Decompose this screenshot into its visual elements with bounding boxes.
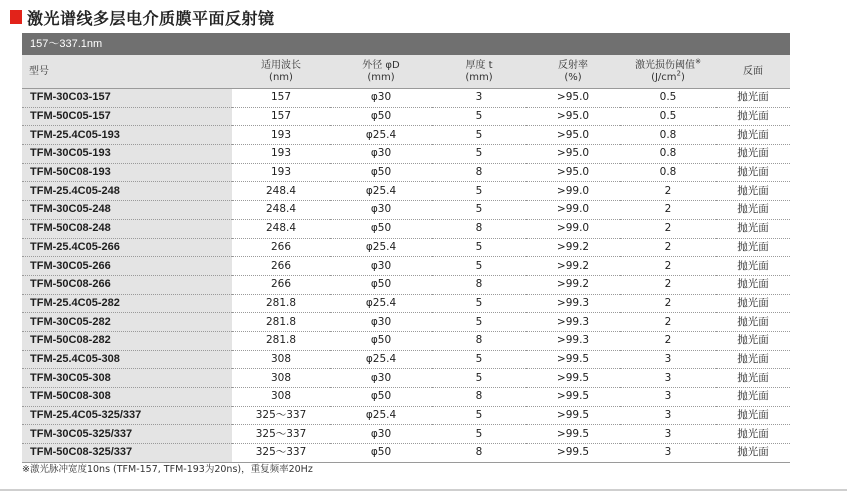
cell-damage: 2 [620,275,716,294]
cell-reflectance: >95.0 [526,126,620,145]
table-row [22,294,790,313]
cell-thickness: 5 [432,350,526,369]
cell-reflectance: >99.3 [526,313,620,332]
cell-diameter: φ50 [330,444,432,463]
table-row [22,163,790,182]
cell-model: TFM-25.4C05-266 [22,238,232,257]
table-row [22,331,790,350]
cell-diameter: φ30 [330,313,432,332]
cell-damage: 2 [620,238,716,257]
cell-model: TFM-30C05-282 [22,313,232,332]
cell-model: TFM-30C05-308 [22,369,232,388]
cell-diameter: φ50 [330,388,432,407]
cell-thickness: 5 [432,145,526,164]
cell-model: TFM-30C03-157 [22,89,232,108]
cell-wavelength: 157 [232,89,330,108]
cell-reflectance: >99.0 [526,219,620,238]
col-header-diameter: 外径 φD (mm) [330,55,432,89]
table-row [22,275,790,294]
cell-diameter: φ25.4 [330,406,432,425]
cell-reflectance: >95.0 [526,145,620,164]
cell-wavelength: 248.4 [232,219,330,238]
cell-damage: 2 [620,257,716,276]
cell-damage: 3 [620,425,716,444]
cell-diameter: φ30 [330,145,432,164]
cell-wavelength: 308 [232,369,330,388]
cell-diameter: φ50 [330,275,432,294]
table-row [22,219,790,238]
cell-reflectance: >95.0 [526,107,620,126]
cell-diameter: φ25.4 [330,182,432,201]
cell-diameter: φ30 [330,89,432,108]
cell-surface: 抛光面 [716,163,790,182]
cell-model: TFM-50C08-248 [22,219,232,238]
cell-model: TFM-30C05-193 [22,145,232,164]
table-row [22,126,790,145]
cell-damage: 3 [620,388,716,407]
cell-thickness: 5 [432,369,526,388]
cell-wavelength: 266 [232,257,330,276]
cell-model: TFM-50C08-193 [22,163,232,182]
cell-wavelength: 325～337 [232,406,330,425]
cell-thickness: 8 [432,331,526,350]
cell-wavelength: 325～337 [232,444,330,463]
cell-wavelength: 193 [232,126,330,145]
cell-model: TFM-25.4C05-325/337 [22,406,232,425]
cell-damage: 3 [620,406,716,425]
cell-thickness: 5 [432,182,526,201]
table-row [22,257,790,276]
cell-surface: 抛光面 [716,331,790,350]
cell-damage: 3 [620,444,716,463]
col-header-model: 型号 [22,55,232,89]
cell-diameter: φ50 [330,107,432,126]
cell-surface: 抛光面 [716,406,790,425]
cell-wavelength: 157 [232,107,330,126]
table-header-row [22,55,790,89]
cell-wavelength: 281.8 [232,331,330,350]
cell-damage: 0.8 [620,126,716,145]
cell-surface: 抛光面 [716,369,790,388]
cell-thickness: 8 [432,219,526,238]
cell-wavelength: 266 [232,275,330,294]
cell-thickness: 5 [432,313,526,332]
cell-diameter: φ25.4 [330,126,432,145]
table-row [22,145,790,164]
cell-diameter: φ30 [330,369,432,388]
cell-wavelength: 325～337 [232,425,330,444]
cell-damage: 3 [620,369,716,388]
cell-surface: 抛光面 [716,126,790,145]
cell-surface: 抛光面 [716,444,790,463]
cell-thickness: 8 [432,388,526,407]
cell-wavelength: 308 [232,350,330,369]
cell-reflectance: >99.3 [526,331,620,350]
cell-thickness: 3 [432,89,526,108]
cell-model: TFM-50C08-325/337 [22,444,232,463]
col-header-damage-threshold: 激光损伤阈值※ $(J/cm^2)$ [620,55,716,89]
cell-surface: 抛光面 [716,107,790,126]
cell-thickness: 5 [432,425,526,444]
cell-damage: 3 [620,350,716,369]
cell-surface: 抛光面 [716,219,790,238]
cell-reflectance: >99.0 [526,182,620,201]
cell-thickness: 5 [432,294,526,313]
cell-surface: 抛光面 [716,350,790,369]
cell-damage: 2 [620,294,716,313]
cell-wavelength: 193 [232,163,330,182]
cell-thickness: 8 [432,444,526,463]
cell-diameter: φ25.4 [330,350,432,369]
title-marker [10,10,22,24]
cell-diameter: φ25.4 [330,238,432,257]
cell-diameter: φ50 [330,331,432,350]
cell-wavelength: 281.8 [232,313,330,332]
cell-surface: 抛光面 [716,89,790,108]
table-row [22,444,790,463]
cell-reflectance: >99.5 [526,406,620,425]
cell-model: TFM-50C05-157 [22,107,232,126]
cell-thickness: 5 [432,406,526,425]
table-row [22,350,790,369]
cell-wavelength: 248.4 [232,201,330,220]
cell-wavelength: 193 [232,145,330,164]
cell-diameter: φ30 [330,257,432,276]
title-row [10,6,275,28]
cell-diameter: φ30 [330,425,432,444]
page-title: 激光谱线多层电介质膜平面反射镜 [27,8,275,28]
cell-reflectance: >99.5 [526,444,620,463]
col-header-thickness: 厚度 t (mm) [432,55,526,89]
table-row [22,182,790,201]
cell-diameter: φ50 [330,163,432,182]
cell-damage: 0.8 [620,163,716,182]
cell-surface: 抛光面 [716,238,790,257]
cell-damage: 2 [620,313,716,332]
cell-thickness: 8 [432,163,526,182]
cell-reflectance: >99.5 [526,350,620,369]
cell-surface: 抛光面 [716,388,790,407]
cell-surface: 抛光面 [716,294,790,313]
cell-model: TFM-50C08-282 [22,331,232,350]
cell-model: TFM-25.4C05-308 [22,350,232,369]
footnote: ※激光脉冲宽度10ns (TFM-157, TFM-193为20ns)，重复频率20Hz [22,464,313,475]
cell-damage: 0.5 [620,89,716,108]
table-row [22,313,790,332]
cell-surface: 抛光面 [716,313,790,332]
cell-reflectance: >99.2 [526,257,620,276]
cell-surface: 抛光面 [716,201,790,220]
bottom-divider [0,489,847,491]
table-row [22,369,790,388]
table-row [22,425,790,444]
cell-thickness: 5 [432,238,526,257]
cell-reflectance: >99.5 [526,388,620,407]
cell-wavelength: 266 [232,238,330,257]
cell-damage: 0.8 [620,145,716,164]
cell-damage: 2 [620,201,716,220]
cell-wavelength: 281.8 [232,294,330,313]
spec-table [22,55,790,463]
cell-thickness: 5 [432,201,526,220]
cell-thickness: 5 [432,257,526,276]
cell-reflectance: >99.5 [526,369,620,388]
table-row [22,201,790,220]
col-header-reflectance: 反射率 (%) [526,55,620,89]
cell-thickness: 5 [432,107,526,126]
cell-model: TFM-30C05-248 [22,201,232,220]
cell-damage: 2 [620,331,716,350]
cell-damage: 0.5 [620,107,716,126]
cell-reflectance: >99.0 [526,201,620,220]
range-band: 157～337.1nm [22,33,790,55]
cell-reflectance: >99.2 [526,238,620,257]
cell-reflectance: >99.2 [526,275,620,294]
col-header-surface: 反面 [716,55,790,89]
cell-thickness: 8 [432,275,526,294]
cell-reflectance: >95.0 [526,89,620,108]
table-row [22,238,790,257]
cell-model: TFM-30C05-325/337 [22,425,232,444]
cell-reflectance: >95.0 [526,163,620,182]
cell-damage: 2 [620,182,716,201]
cell-reflectance: >99.3 [526,294,620,313]
cell-thickness: 5 [432,126,526,145]
cell-surface: 抛光面 [716,182,790,201]
cell-diameter: φ25.4 [330,294,432,313]
cell-model: TFM-50C08-308 [22,388,232,407]
cell-surface: 抛光面 [716,275,790,294]
table-row [22,406,790,425]
cell-surface: 抛光面 [716,257,790,276]
cell-diameter: φ30 [330,201,432,220]
cell-surface: 抛光面 [716,145,790,164]
cell-model: TFM-25.4C05-193 [22,126,232,145]
table-row [22,89,790,108]
cell-diameter: φ50 [330,219,432,238]
cell-surface: 抛光面 [716,425,790,444]
cell-model: TFM-25.4C05-248 [22,182,232,201]
cell-wavelength: 308 [232,388,330,407]
table-row [22,107,790,126]
col-header-wavelength: 适用波长 (nm) [232,55,330,89]
cell-model: TFM-50C08-266 [22,275,232,294]
table-row [22,388,790,407]
cell-reflectance: >99.5 [526,425,620,444]
cell-model: TFM-25.4C05-282 [22,294,232,313]
cell-damage: 2 [620,219,716,238]
cell-model: TFM-30C05-266 [22,257,232,276]
cell-wavelength: 248.4 [232,182,330,201]
